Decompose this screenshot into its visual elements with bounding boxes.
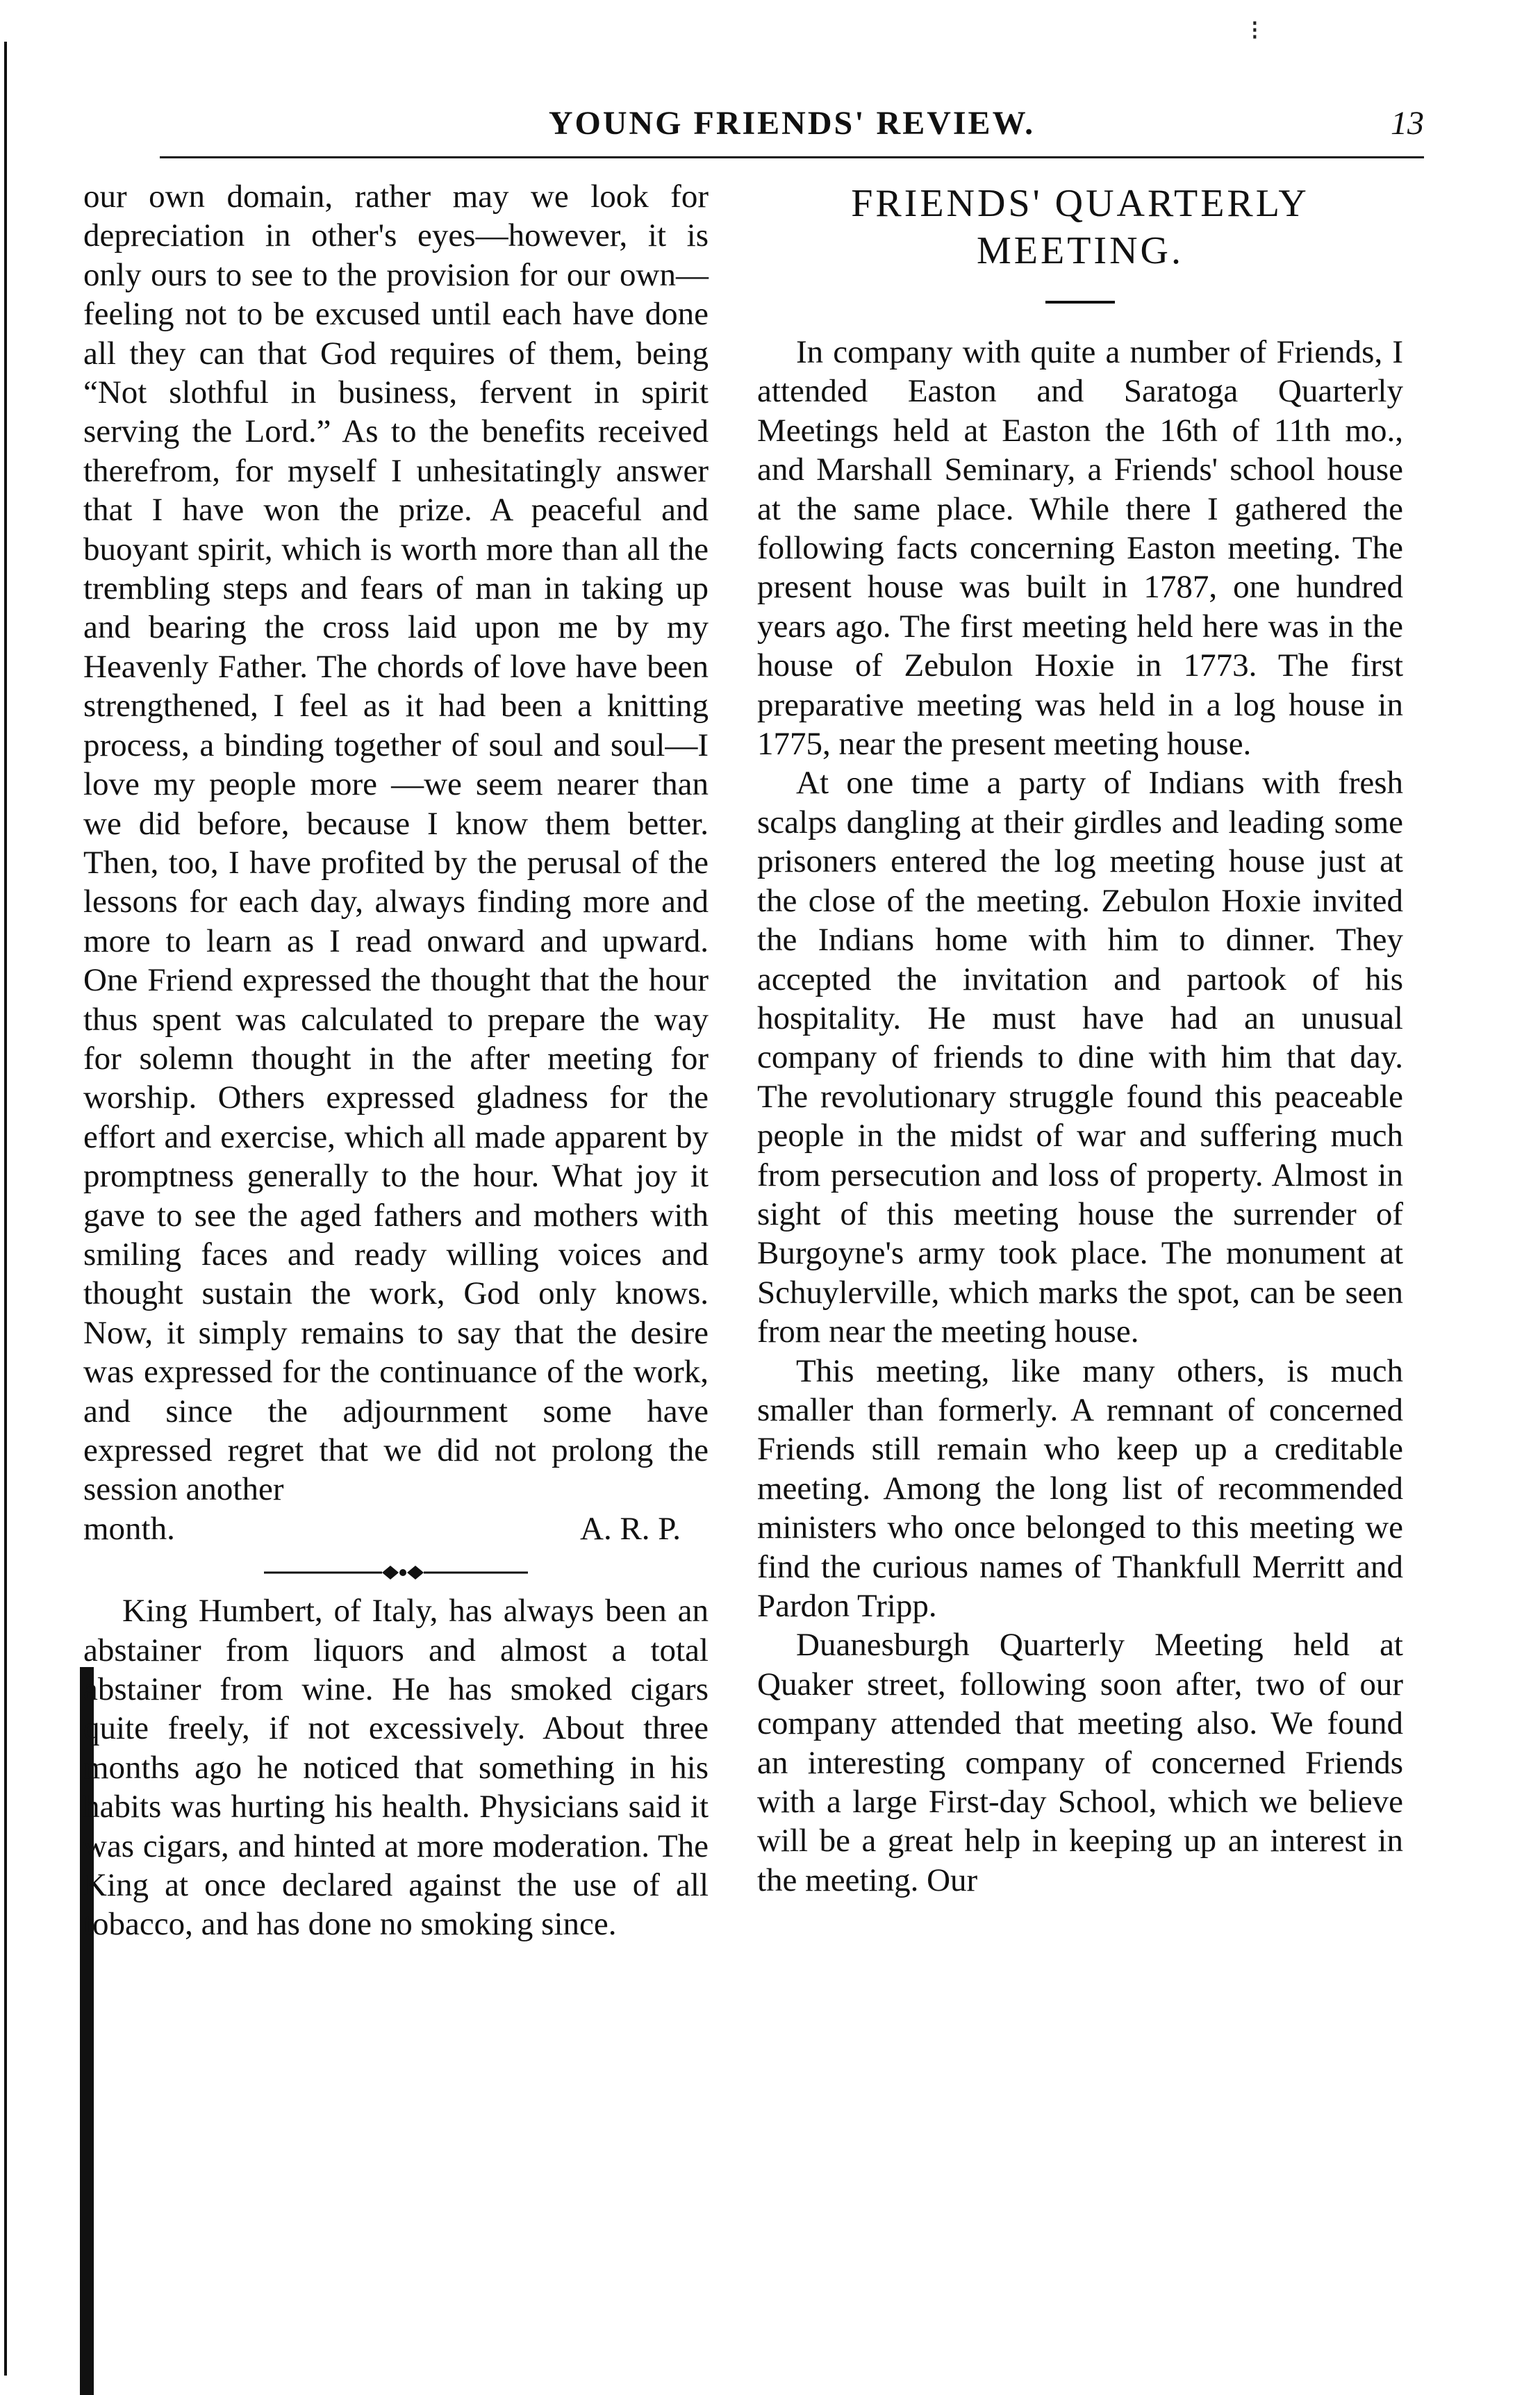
speck-mark: ⁝ xyxy=(1250,15,1259,46)
article-title: FRIENDS' QUARTERLY MEETING. xyxy=(851,182,1309,272)
right-column xyxy=(757,177,1403,1900)
page-number: 13 xyxy=(1391,105,1424,142)
title-rule xyxy=(1045,301,1115,304)
article-paragraph-3: This meeting, like many others, is much smaller than formerly. A remnant of concerned Friends still remain who keep up a creditable meeting. Among the long list of recommended ministers who once belonged to this meeting we find the curious names of Thankfull Merritt and Pardon Tripp. xyxy=(757,1352,1403,1624)
letter-continuation-paragraph: our own domain, rather may we look for depreciation in other's eyes—however, it is only ours to see to the provision for our own—feeling not to be excused until each have done all they can that God requires of them, being “Not slothful in business, fervent in spirit serving the Lord.” As to the benefits received therefrom, for myself I unhesitatingly answer that I have won the prize. A peaceful and buoyant spirit, which is worth more than all the trembling steps and fears of man in taking up and bearing the cross laid upon me by my Heavenly Father. The chords of love have been strengthened, I feel as it had been a knitting process, a binding together of soul and soul—I love my people more —we seem nearer than we did before, because I know them better. Then, too, I have profited by the perusal of the lessons for each day, always finding more and more to learn as I read onward and upward. One Friend expressed the thought that the hour thus spent was calculated to prepare the way for solemn thought in the after meeting for worship. Others expressed gladness for the effort and exercise, which all made apparent by promptness generally to the hour. What joy it gave to see the aged fathers and mothers with smiling faces and ready willing voices and thought sustain the work, God only knows. Now, it simply remains to say that the desire was expressed for the continuance of the work, and since the adjournment some have expressed regret that we did not prolong the session another xyxy=(83,179,709,1508)
article-paragraph-1: In company with quite a number of Friends, I attended Easton and Saratoga Quarterly Meetings held at Easton the 16th of 11th mo., and Marshall Seminary, a Friends' school house at the same place. While there I gathered the following facts concerning Easton meeting. The present house was built in 1787, one hundred years ago. The first meeting held here was in the house of Zebulon Hoxie in 1773. The first preparative meeting was held in a log house in 1775, near the present meeting house. xyxy=(757,334,1403,763)
author-initials: A. R. P. xyxy=(580,1510,681,1547)
article-paragraph-4: Duanesburgh Quarterly Meeting held at Quaker street, following soon after, two of our company attended that meeting also. We found an interesting company of concerned Friends with a large First-day School, which we believe will be a great help in keeping up an interest in the meeting. Our xyxy=(757,1627,1403,1898)
left-column xyxy=(83,177,709,1944)
closing-word: month. xyxy=(83,1510,175,1547)
header-rule xyxy=(160,156,1424,158)
section-divider-ornament xyxy=(264,1561,528,1584)
signature-line xyxy=(83,1509,709,1548)
article-paragraph-2: At one time a party of Indians with fresh scalps dangling at their girdles and leading some prisoners entered the log meeting house just at the close of the meeting. Zebulon Hoxie invited the Indians home with him to dinner. They accepted the invitation and partook of his hospitality. He must have had an unusual company of friends to dine with him that day. The revolutionary struggle found this peaceable people in the midst of war and suffering much from persecution and loss of property. Almost in sight of this meeting house the surrender of Burgoyne's army took place. The monument at Schuylerville, which marks the spot, can be seen from near the meeting house. xyxy=(757,765,1403,1350)
king-humbert-paragraph: King Humbert, of Italy, has always been an abstainer from liquors and almost a total abstainer from wine. He has smoked cigars quite freely, if not excessively. About three months ago he noticed that something in his habits was hurting his health. Physicians said it was cigars, and hinted at more moderation. The King at once declared against the use of all tobacco, and has done no smoking since. xyxy=(83,1593,709,1943)
running-head: YOUNG FRIENDS' REVIEW. xyxy=(548,105,1036,142)
binding-line xyxy=(4,42,7,2376)
page-edge xyxy=(0,0,10,2395)
page-header xyxy=(160,104,1424,153)
